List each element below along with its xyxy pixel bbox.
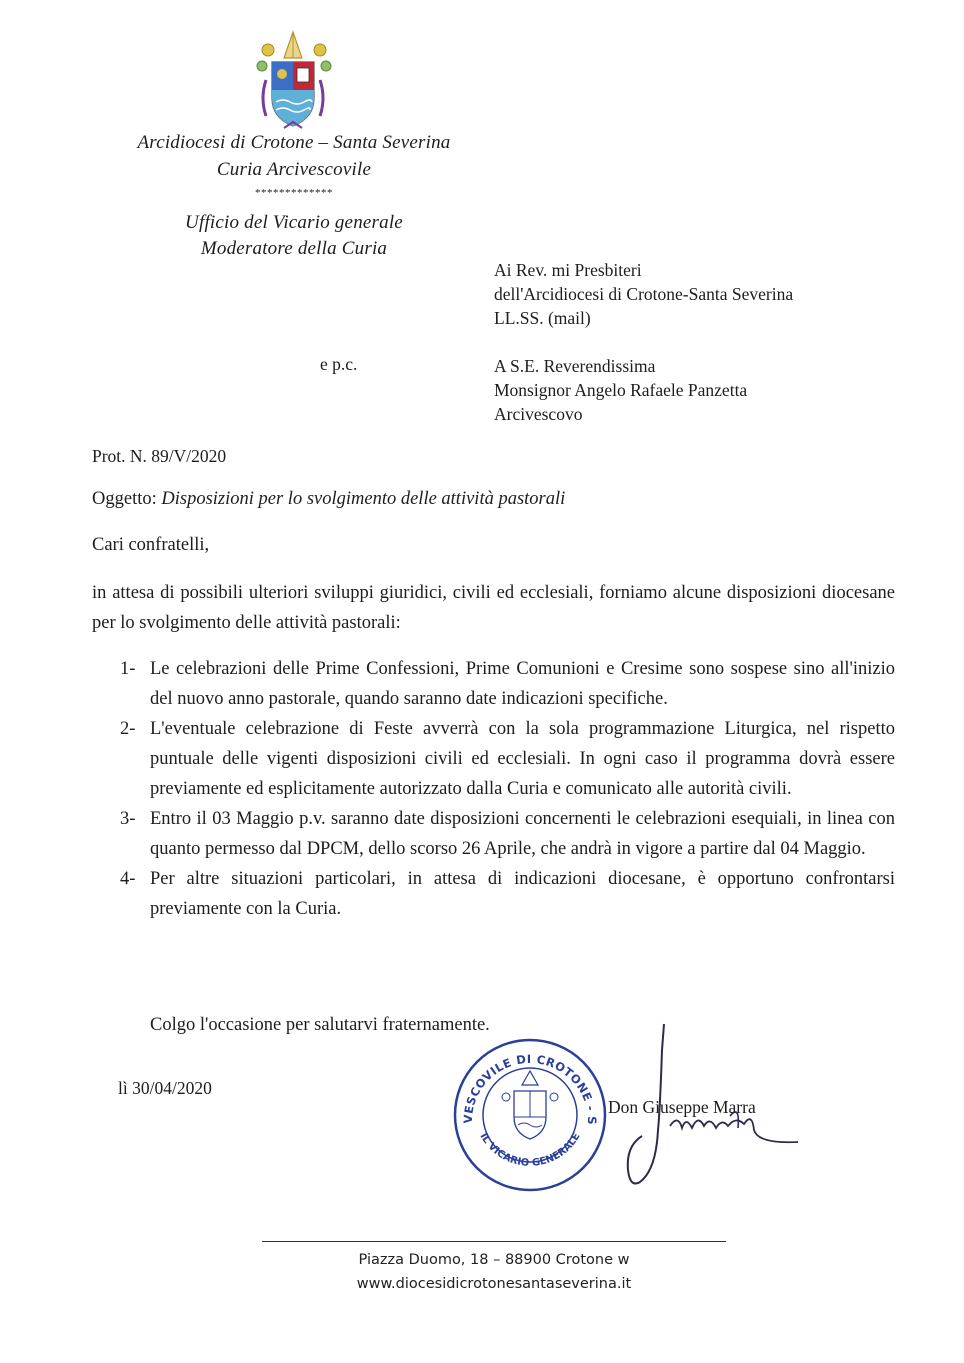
- footer-website: www.diocesidicrotonesantaseverina.it: [356, 1276, 632, 1292]
- recipient-block: [494, 258, 793, 330]
- coat-of-arms-logo: [248, 28, 338, 132]
- date: lì 30/04/2020: [118, 1078, 212, 1098]
- list-item-text: L'eventuale celebrazione di Feste avverrà con la sola programmazione Liturgica, nel rispetto puntuale delle vigenti disposizioni civili ed ecclesiali. In ogni caso il programma dovrà essere previamente ed esplicitamente autorizzato dalla Curia e comunicato alle autorità civili.: [150, 719, 895, 799]
- footer-address: Piazza Duomo, 18 – 88900 Crotone w: [358, 1252, 630, 1268]
- list-item-text: Le celebrazioni delle Prime Confessioni, Prime Comunioni e Cresime sono sospese sino all'inizio del nuovo anno pastorale, quando saranno date indicazioni specifiche.: [150, 659, 895, 709]
- protocol-number: Prot. N. 89/V/2020: [92, 446, 227, 466]
- list-item: [92, 804, 895, 864]
- greeting: Cari confratelli,: [92, 535, 210, 555]
- list-item: [92, 654, 895, 714]
- header-curia: Curia Arcivescovile: [216, 159, 372, 180]
- cc-line: Arcivescovo: [494, 404, 583, 424]
- cc-line: Monsignor Angelo Rafaele Panzetta: [494, 380, 748, 400]
- subject-text: Disposizioni per lo svolgimento delle attività pastorali: [161, 489, 566, 509]
- list-item-text: Per altre situazioni particolari, in attesa di indicazioni diocesane, è opportuno confrontarsi previamente con la Curia.: [150, 869, 895, 919]
- list-item: [92, 864, 895, 924]
- footer-divider: [262, 1241, 726, 1242]
- cc-label: e p.c.: [320, 354, 358, 374]
- official-stamp: [450, 1035, 610, 1195]
- recipient-line: Ai Rev. mi Presbiteri: [494, 260, 642, 280]
- handwritten-signature: [612, 1020, 812, 1190]
- recipient-line: LL.SS. (mail): [494, 308, 591, 328]
- list-item-number: 2-: [120, 719, 136, 739]
- dispositions-list: [92, 654, 895, 924]
- stamp-top-text: VESCOVILE DI CROTONE - S: [460, 1051, 600, 1126]
- cc-line: A S.E. Reverendissima: [494, 356, 656, 376]
- recipient-line: dell'Arcidiocesi di Crotone-Santa Severina: [494, 284, 794, 304]
- list-item-number: 1-: [120, 659, 136, 679]
- svg-text:IL VICARIO GENERALE: [478, 1131, 583, 1169]
- closing-salutation: Colgo l'occasione per salutarvi fraternamente.: [150, 1015, 490, 1035]
- subject-line: [92, 489, 565, 510]
- stamp-bottom-text: IL VICARIO GENERALE: [477, 1131, 583, 1169]
- signatory-name: Don Giuseppe Marra: [608, 1097, 756, 1117]
- list-item-number: 3-: [120, 809, 136, 829]
- intro-paragraph: in attesa di possibili ulteriori sviluppi giuridici, civili ed ecclesiali, forniamo alcune disposizioni diocesane per lo svolgimento delle attività pastorali:: [92, 583, 895, 633]
- header-diocese: Arcidiocesi di Crotone – Santa Severina: [137, 132, 451, 153]
- list-item: [92, 714, 895, 804]
- header-office: Ufficio del Vicario generale: [185, 212, 403, 233]
- header-stars: *************: [255, 187, 333, 199]
- cc-recipient-block: [494, 354, 747, 426]
- subject-label: Oggetto:: [92, 489, 162, 509]
- list-item-text: Entro il 03 Maggio p.v. saranno date disposizioni concernenti le celebrazioni esequiali, in linea con quanto permesso dal DPCM, dello scorso 26 Aprile, che andrà in vigore a partire dal 04 Maggio.: [150, 809, 895, 859]
- header-moderator: Moderatore della Curia: [200, 238, 388, 259]
- list-item-number: 4-: [120, 869, 136, 889]
